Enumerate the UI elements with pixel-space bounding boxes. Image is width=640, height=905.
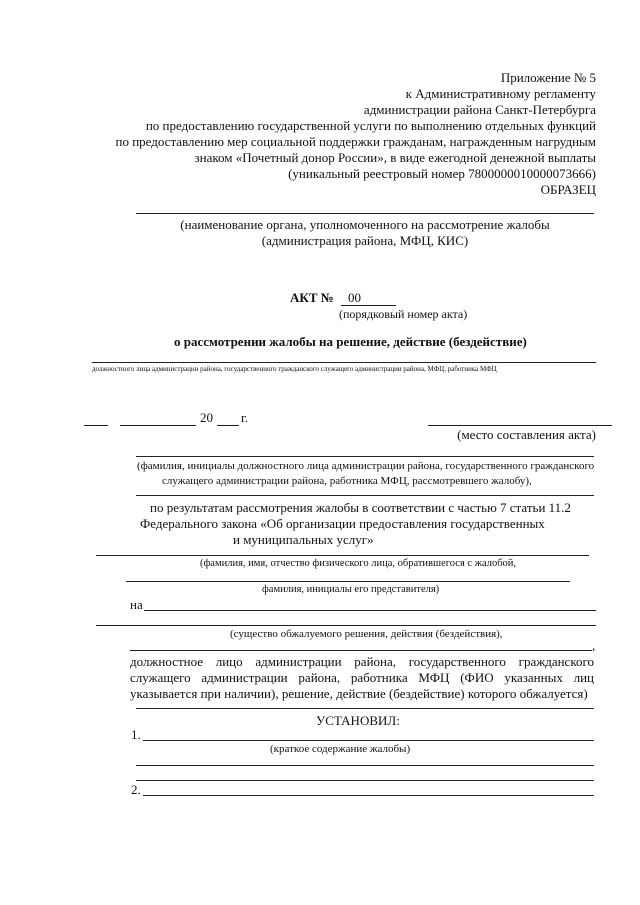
applicant-line <box>96 555 589 556</box>
item-2-line <box>143 795 594 796</box>
summary-line-3 <box>136 780 594 781</box>
appendix-regulation: к Административному регламенту <box>405 86 596 101</box>
act-officials-caption: должностного лица администрации района, государственного гражданского служащего администрации района, МФЦ, работника МФЦ <box>92 365 497 373</box>
place-caption: (место составления акта) <box>457 427 596 442</box>
item-1-line <box>143 740 594 741</box>
basis-line-3: и муниципальных услуг» <box>233 532 374 547</box>
item-1-number: 1. <box>131 727 141 742</box>
official-caption-1: (фамилия, инициалы должностного лица администрации района, государственного гражданского <box>137 460 595 472</box>
act-label: АКТ № <box>290 290 334 305</box>
on-label: на <box>130 597 143 612</box>
appendix-registry-number: (уникальный реестровый номер 7800000010000073666) <box>288 166 596 181</box>
decision-comma: , <box>592 638 596 653</box>
act-number-line <box>341 305 396 306</box>
summary-caption: (краткое содержание жалобы) <box>270 743 411 755</box>
appendix-number: Приложение № 5 <box>500 70 596 85</box>
sample-mark: ОБРАЗЕЦ <box>540 182 596 197</box>
official-line <box>136 456 594 457</box>
appealed-party-text: должностное лицо администрации района, государственного гражданского служащего администрации района, работника МФЦ (ФИО указанных лиц указывается при наличии), решение, действие (бездействие) которого обжалуется) <box>130 654 594 701</box>
act-number-caption: (порядковый номер акта) <box>339 307 468 321</box>
basis-line-2: Федерального закона «Об организации предоставления государственных <box>140 516 545 531</box>
decision-caption: (существо обжалуемого решения, действия (бездействия), <box>230 628 503 640</box>
date-year-suffix: г. <box>241 410 249 425</box>
date-year-line <box>217 425 239 426</box>
item-2-number: 2. <box>131 782 141 797</box>
applicant-caption: (фамилия, имя, отчество физического лица, обратившегося с жалобой, <box>200 558 517 569</box>
authority-caption-2: (администрация района, МФЦ, КИС) <box>261 233 469 248</box>
established-title: УСТАНОВИЛ: <box>316 713 400 728</box>
appendix-administration: администрации района Санкт-Петербурга <box>363 102 596 117</box>
official-line-2 <box>136 495 594 496</box>
representative-line <box>126 581 570 582</box>
appendix-service-1: по предоставлению государственной услуги по выполнению отдельных функций <box>145 118 596 133</box>
date-day-line <box>84 425 108 426</box>
authority-line <box>136 213 594 214</box>
date-month-line <box>120 425 196 426</box>
decision-line <box>96 625 596 626</box>
authority-caption-1: (наименование органа, уполномоченного на рассмотрение жалобы <box>180 217 550 232</box>
summary-line-2 <box>136 765 594 766</box>
place-line <box>428 425 612 426</box>
act-subject: о рассмотрении жалобы на решение, действие (бездействие) <box>174 334 527 349</box>
decision-line-2 <box>130 650 592 651</box>
established-top-line <box>136 708 594 709</box>
on-line <box>144 610 596 611</box>
representative-caption: фамилия, инициалы его представителя) <box>262 584 440 595</box>
official-caption-2: служащего администрации района, работника МФЦ, рассмотревшего жалобу), <box>162 475 532 487</box>
date-year-prefix: 20 <box>200 410 213 425</box>
act-number: 00 <box>348 290 361 305</box>
appendix-service-2: по предоставлению мер социальной поддержки гражданам, награжденным нагрудным <box>115 134 596 149</box>
basis-line-1: по результатам рассмотрения жалобы в соответствии с частью 7 статьи 11.2 <box>150 500 571 515</box>
appendix-service-3: знаком «Почетный донор России», в виде ежегодной денежной выплаты <box>194 150 596 165</box>
act-officials-line <box>92 362 596 363</box>
